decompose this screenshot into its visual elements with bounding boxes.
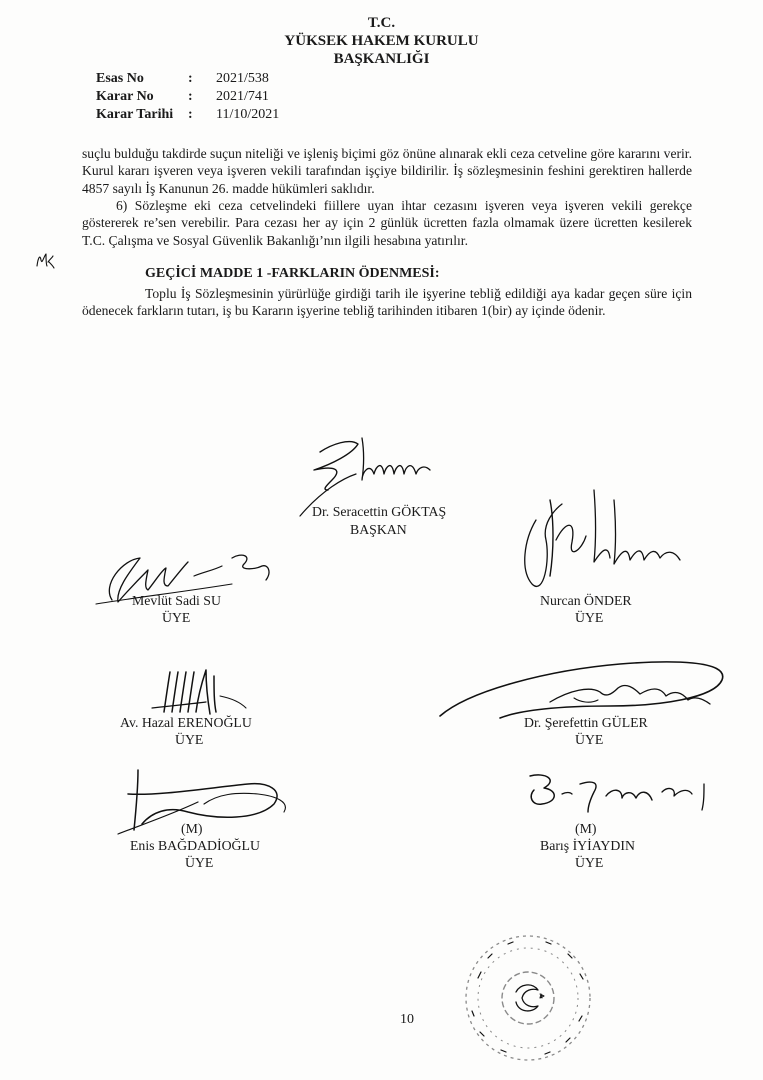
signatory-4-role: ÜYE bbox=[575, 732, 604, 747]
signatory-6-role: ÜYE bbox=[575, 855, 604, 870]
meta-esas-label: Esas No bbox=[96, 71, 144, 86]
signatory-0-role: BAŞKAN bbox=[350, 522, 407, 537]
signatory-5-name: Enis BAĞDADİOĞLU bbox=[130, 838, 260, 853]
meta-esas-row bbox=[96, 70, 269, 87]
signatory-2-name: Nurcan ÖNDER bbox=[540, 593, 632, 608]
signatory-5-note: (M) bbox=[181, 821, 203, 836]
margin-initials-mark bbox=[34, 250, 56, 272]
meta-karar-row bbox=[96, 88, 269, 105]
meta-karar-value: 2021/741 bbox=[216, 89, 269, 104]
signatory-4-name: Dr. Şerefettin GÜLER bbox=[524, 715, 648, 730]
signatory-5-role: ÜYE bbox=[185, 855, 214, 870]
meta-tarih-value: 11/10/2021 bbox=[216, 107, 280, 122]
section-heading: GEÇİCİ MADDE 1 -FARKLARIN ÖDENMESİ: bbox=[145, 266, 440, 281]
header-tc: T.C. bbox=[367, 15, 396, 31]
signatory-3-name: Av. Hazal ERENOĞLU bbox=[120, 715, 252, 730]
paragraph-3: Toplu İş Sözleşmesinin yürürlüğe girdiği tarih ile işyerine tebliğ edildiği aya kadar geçen süre için ödenecek farkların tutarı, iş bu Kararın işyerine tebliğ tarihinden itibaren 1(bir) ay içinde ödenir. bbox=[82, 286, 692, 319]
signatory-1-name: Mevlüt Sadi SU bbox=[132, 593, 221, 608]
signatory-1-role: ÜYE bbox=[162, 610, 191, 625]
meta-esas-value: 2021/538 bbox=[216, 71, 269, 86]
meta-tarih-row bbox=[96, 106, 279, 123]
signatory-6-note: (M) bbox=[575, 821, 597, 836]
paragraph-1: suçlu bulduğu takdirde suçun niteliği ve işleniş biçimi göz önüne alınarak ekli ceza cetveline göre kararını verir. Kurul kararı işveren veya işveren vekili tarafından işçiye bildirilir. İş sözleşmesinin feshini gerektiren hallerde 4857 sayılı İş Kanunun 26. madde hükümleri saklıdır. bbox=[82, 146, 692, 196]
header-institution: YÜKSEK HAKEM KURULU bbox=[284, 33, 479, 49]
signature-erenoglu bbox=[150, 662, 260, 722]
signatory-0-name: Dr. Seracettin GÖKTAŞ bbox=[312, 504, 447, 519]
meta-tarih-label: Karar Tarihi bbox=[96, 107, 174, 122]
signatory-2-role: ÜYE bbox=[575, 610, 604, 625]
signatory-6-name: Barış İYİAYDIN bbox=[540, 838, 635, 853]
signature-iyiaydin bbox=[518, 766, 718, 826]
paragraph-2: 6) Sözleşme eki ceza cetvelindeki fiillere uyan ihtar cezasını işveren veya işveren vekili gerekçe göstererek re’sen verebilir. Para cezası her ay için 2 günlük ücretten fazla olmamak üzere ücretten kesilerek T.C. Çalışma ve Sosyal Güvenlik Bakanlığı’nın ilgili hesabına yatırılır. bbox=[82, 198, 692, 248]
signature-onder bbox=[510, 480, 690, 610]
meta-separator: : bbox=[188, 71, 193, 86]
meta-karar-label: Karar No bbox=[96, 89, 154, 104]
official-seal-stamp bbox=[458, 928, 598, 1068]
page-number: 10 bbox=[400, 1012, 414, 1027]
meta-separator: : bbox=[188, 107, 193, 122]
header-department: BAŞKANLIĞI bbox=[333, 51, 430, 67]
meta-separator: : bbox=[188, 89, 193, 104]
signatory-3-role: ÜYE bbox=[175, 732, 204, 747]
